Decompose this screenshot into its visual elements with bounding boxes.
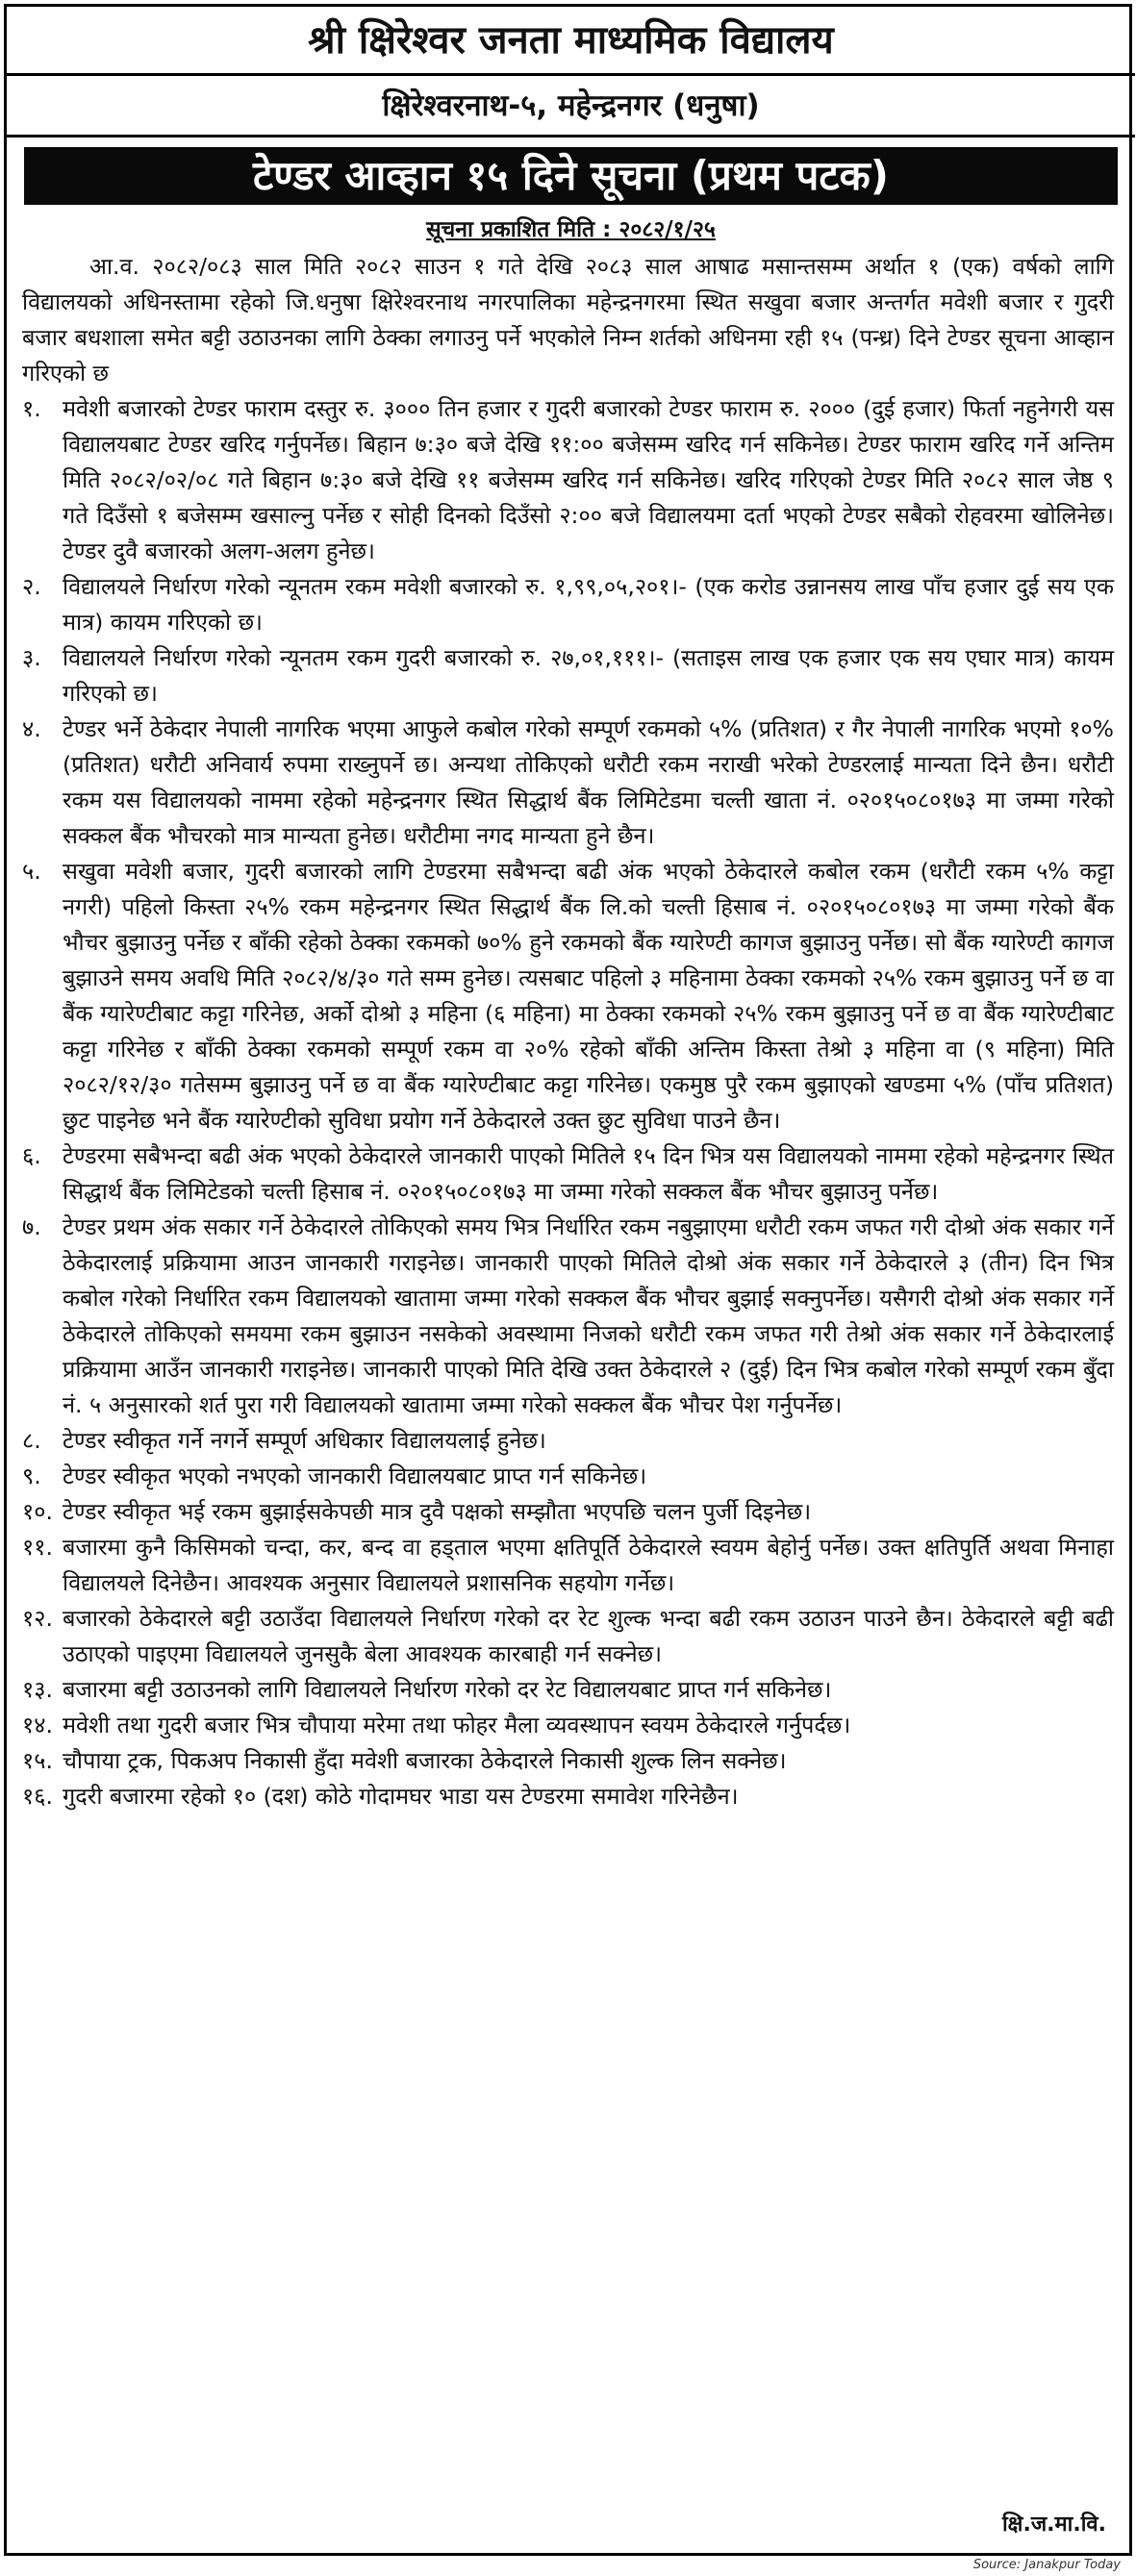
condition-item: [22, 1601, 1114, 1672]
condition-text: बजारको ठेकेदारले बट्टी उठाउँदा विद्यालयले निर्धारण गरेको दर रेट शुल्क भन्दा बढी रकम उठाउन पाउने छैन। ठेकेदारले बट्टी बढी उठाएको पाइएमा विद्यालयले जुनसुकै बेला आवश्यक कारबाही गर्न सक्नेछ।: [63, 1605, 1114, 1667]
condition-number: १.: [22, 395, 41, 422]
condition-number: ९.: [22, 1463, 41, 1489]
condition-number: ७.: [22, 1213, 41, 1240]
condition-text: टेण्डर प्रथम अंक सकार गर्ने ठेकेदारले तोकिएको समय भित्र निर्धारित रकम नबुझाएमा धरौटी रकम जफत गरी दोश्रो अंक सकार गर्ने ठेकेदारलाई प्रक्रियामा आउन जानकारी गराइनेछ। जानकारी पाएको मितिले दोश्रो अंक सकार गर्ने ठेकेदारले ३ (तीन) दिन भित्र कबोल गरेको निर्धारित रकम विद्यालयको खातामा जम्मा गरेको सक्कल बैंक भौचर बुझाई सक्नुपर्नेछ। यसैगरी दोश्रो अंक सकार गर्ने ठेकेदारले तोकिएको समयमा रकम बुझाउन नसकेको अवस्थामा निजको धरौटी रकम जफत गरी तेश्रो अंक सकार गर्ने ठेकेदारलाई प्रक्रियामा आउँन जानकारी गराइनेछ। जानकारी पाएको मिति देखि उक्त ठेकेदारले २ (दुई) दिन भित्र कबोल गरेको सम्पूर्ण रकम बुँदा नं. ५ अनुसारको शर्त पुरा गरी विद्यालयको खातामा जम्मा गरेको सक्कल बैंक भौचर पेश गर्नुपर्नेछ।: [63, 1213, 1114, 1418]
conditions-list: [22, 391, 1114, 1814]
condition-item: [22, 640, 1114, 712]
condition-item: [22, 569, 1114, 640]
condition-item: [22, 1530, 1114, 1601]
condition-number: १०.: [22, 1498, 53, 1525]
condition-text: टेण्डर स्वीकृत गर्ने नगर्ने सम्पूर्ण अधिकार विद्यालयलाई हुनेछ।: [63, 1427, 546, 1454]
condition-number: ४.: [22, 715, 41, 742]
condition-text: मवेशी तथा गुदरी बजार भित्र चौपाया मरेमा तथा फोहर मैला व्यवस्थापन स्वयम ठेकेदारले गर्नुपर्दछ।: [63, 1712, 851, 1738]
intro-paragraph: आ.व. २०८२/०८३ साल मिति २०८२ साउन १ गते देखि २०८३ साल आषाढ मसान्तसम्म अर्थात १ (एक) वर्षको लागि विद्यालयको अधिनस्तामा रहेको जि.धनुषा क्षिरेश्वरनाथ नगरपालिका महेन्द्रनगरमा स्थित सखुवा बजार अन्तर्गत मवेशी बजार र गुदरी बजार बधशाला समेत बट्टी उठाउनका लागि ठेक्का लगाउनु पर्ने भएकोले निम्न शर्तको अधिनमा रही १५ (पन्ध्र) दिने टेण्डर सूचना आव्हान गरिएको छ: [22, 253, 1114, 387]
condition-item: [22, 1138, 1114, 1210]
condition-item: [22, 1708, 1114, 1743]
condition-number: १५.: [22, 1747, 53, 1774]
condition-item: [22, 1672, 1114, 1708]
condition-item: [22, 1743, 1114, 1779]
condition-item: [22, 712, 1114, 854]
condition-number: ६.: [22, 1142, 41, 1169]
condition-text: टेण्डर स्वीकृत भएको नभएको जानकारी विद्यालयबाट प्राप्त गर्न सकिनेछ।: [63, 1463, 647, 1489]
notice-body: [22, 249, 1114, 1814]
condition-number: ५.: [22, 858, 41, 885]
condition-text: बजारमा कुनै किसिमको चन्दा, कर, बन्द वा हड्ताल भएमा क्षतिपूर्ति ठेकेदारले स्वयम बेहोर्नु पर्नेछ। उक्त क्षतिपुर्ति अथवा मिनाहा विद्यालयले दिनेछैन। आवश्यक अनुसार विद्यालयले प्रशासनिक सहयोग गर्नेछ।: [63, 1534, 1114, 1596]
condition-item: [22, 1210, 1114, 1423]
school-name: श्री क्षिरेश्वर जनता माध्यमिक विद्यालय: [7, 7, 1135, 76]
notice-title: टेण्डर आव्हान १५ दिने सूचना (प्रथम पटक): [24, 147, 1118, 205]
condition-item: [22, 854, 1114, 1138]
signature-abbreviation: क्षि.ज.मा.वि.: [1001, 2513, 1106, 2537]
condition-number: ११.: [22, 1534, 53, 1561]
condition-number: १२.: [22, 1605, 53, 1632]
condition-text: बजारमा बट्टी उठाउनको लागि विद्यालयले निर्धारण गरेको दर रेट विद्यालयबाट प्राप्त गर्न सकिनेछ।: [63, 1676, 832, 1703]
condition-text: सखुवा मवेशी बजार, गुदरी बजारको लागि टेण्डरमा सबैभन्दा बढी अंक भएको ठेकेदारले कबोल रकम (धरौटी रकम ५% कट्टा नगरी) पहिलो किस्ता २५% रकम महेन्द्रनगर स्थित सिद्धार्थ बैंक लि.को चल्ती हिसाब नं. ०२०१५०८०१७३ मा जम्मा गरेको बैंक भौचर बुझाउनु पर्नेछ र बाँकी रहेको ठेक्का रकमको ७०% हुने रकमको बैंक ग्यारेण्टी कागज बुझाउनु पर्नेछ। सो बैंक ग्यारेण्टी कागज बुझाउने समय अवधि मिति २०८२/४/३० गते सम्म हुनेछ। त्यसबाट पहिलो ३ महिनामा ठेक्का रकमको २५% रकम बुझाउनु पर्ने छ वा बैंक ग्यारेण्टीबाट कट्टा गरिनेछ, अर्को दोश्रो ३ महिना (६ महिना) मा ठेक्का रकमको २५% रकम बुझाउनु पर्ने छ वा बैंक ग्यारेण्टीबाट कट्टा गरिनेछ र बाँकी ठेक्का रकमको सम्पूर्ण रकम वा २०% रहेको बाँकी अन्तिम किस्ता तेश्रो ३ महिना वा (९ महिना) मिति २०८२/१२/३० गतेसम्म बुझाउनु पर्ने छ वा बैंक ग्यारेण्टीबाट कट्टा गरिनेछ। एकमुष्ठ पुरै रकम बुझाएको खण्डमा ५% (पाँच प्रतिशत) छुट पाइनेछ भने बैंक ग्यारेण्टीको सुविधा प्रयोग गर्ने ठेकेदारले उक्त छुट सुविधा पाउने छैन।: [63, 858, 1114, 1134]
condition-text: टेण्डर भर्ने ठेकेदार नेपाली नागरिक भएमा आफुले कबोल गरेको सम्पूर्ण रकमको ५% (प्रतिशत) र गैर नेपाली नागरिक भएमो १०% (प्रतिशत) धरौटी अनिवार्य रुपमा राख्नुपर्ने छ। अन्यथा तोकिएको धरौटी रकम नराखी भरेको टेण्डरलाई मान्यता दिने छैन। धरौटी रकम यस विद्यालयको नाममा रहेको महेन्द्रनगर स्थित सिद्धार्थ बैंक लिमिटेडमा चल्ती खाता नं. ०२०१५०८०१७३ मा जम्मा गरेको सक्कल बैंक भौचरको मात्र मान्यता हुनेछ। धरौटीमा नगद मान्यता हुने छैन।: [63, 715, 1114, 849]
condition-text: टेण्डरमा सबैभन्दा बढी अंक भएको ठेकेदारले जानकारी पाएको मितिले १५ दिन भित्र यस विद्यालयको नाममा रहेको महेन्द्रनगर स्थित सिद्धार्थ बैंक लिमिटेडको चल्ती हिसाब नं. ०२०१५०८०१७३ मा जम्मा गरेको सक्कल बैंक भौचर बुझाउनु पर्नेछ।: [63, 1142, 1114, 1205]
condition-text: मवेशी बजारको टेण्डर फाराम दस्तुर रु. ३००० तिन हजार र गुदरी बजारको टेण्डर फाराम रु. २००० (दुई हजार) फिर्ता नहुनेगरी यस विद्यालयबाट टेण्डर खरिद गर्नुपर्नेछ। बिहान ७:३० बजे देखि ११:०० बजेसम्म खरिद गर्न सकिनेछ। टेण्डर फाराम खरिद गर्ने अन्तिम मिति २०८२/०२/०८ गते बिहान ७:३० बजे देखि ११ बजेसम्म खरिद गर्न सकिनेछ। खरिद गरिएको टेण्डर मिति २०८२ साल जेष्ठ ९ गते दिउँसो १ बजेसम्म खसाल्नु पर्नेछ र सोही दिनको दिउँसो २:०० बजे विद्यालयमा दर्ता भएको टेण्डर सबैको रोहवरमा खोलिनेछ। टेण्डर दुवै बजारको अलग-अलग हुनेछ।: [63, 395, 1114, 564]
condition-text: गुदरी बजारमा रहेको १० (दश) कोठे गोदामघर भाडा यस टेण्डरमा समावेश गरिनेछैन।: [63, 1783, 739, 1810]
condition-item: [22, 1459, 1114, 1494]
publication-date-text: सूचना प्रकाशित मिति : २०८२/१/२५: [426, 217, 716, 242]
condition-number: २.: [22, 573, 41, 600]
condition-text: विद्यालयले निर्धारण गरेको न्यूनतम रकम गुदरी बजारको रु. २७,०१,१११।- (सताइस लाख एक हजार एक सय एघार मात्र) कायम गरिएको छ।: [63, 644, 1114, 707]
condition-item: [22, 1779, 1114, 1814]
source-credit: Source: Janakpur Today: [972, 2558, 1121, 2572]
condition-number: १६.: [22, 1783, 53, 1810]
condition-text: विद्यालयले निर्धारण गरेको न्यूनतम रकम मवेशी बजारको रु. १,९९,०५,२०१।- (एक करोड उन्नानसय लाख पाँच हजार दुई सय एक मात्र) कायम गरिएको छ।: [63, 573, 1114, 636]
condition-item: [22, 391, 1114, 569]
condition-number: ८.: [22, 1427, 41, 1454]
condition-number: १४.: [22, 1712, 53, 1738]
condition-text: चौपाया ट्रक, पिकअप निकासी हुँदा मवेशी बजारका ठेकेदारले निकासी शुल्क लिन सक्नेछ।: [63, 1747, 787, 1774]
notice-frame: [4, 4, 1132, 2556]
condition-number: १३.: [22, 1676, 53, 1703]
publication-date: [7, 214, 1135, 245]
condition-text: टेण्डर स्वीकृत भई रकम बुझाईसकेपछी मात्र दुवै पक्षको सम्झौता भएपछि चलन पुर्जी दिइनेछ।: [63, 1498, 812, 1525]
condition-item: [22, 1494, 1114, 1530]
condition-number: ३.: [22, 644, 41, 671]
condition-item: [22, 1423, 1114, 1459]
school-address: क्षिरेश्वरनाथ-५, महेन्द्रनगर (धनुषा): [7, 76, 1135, 138]
